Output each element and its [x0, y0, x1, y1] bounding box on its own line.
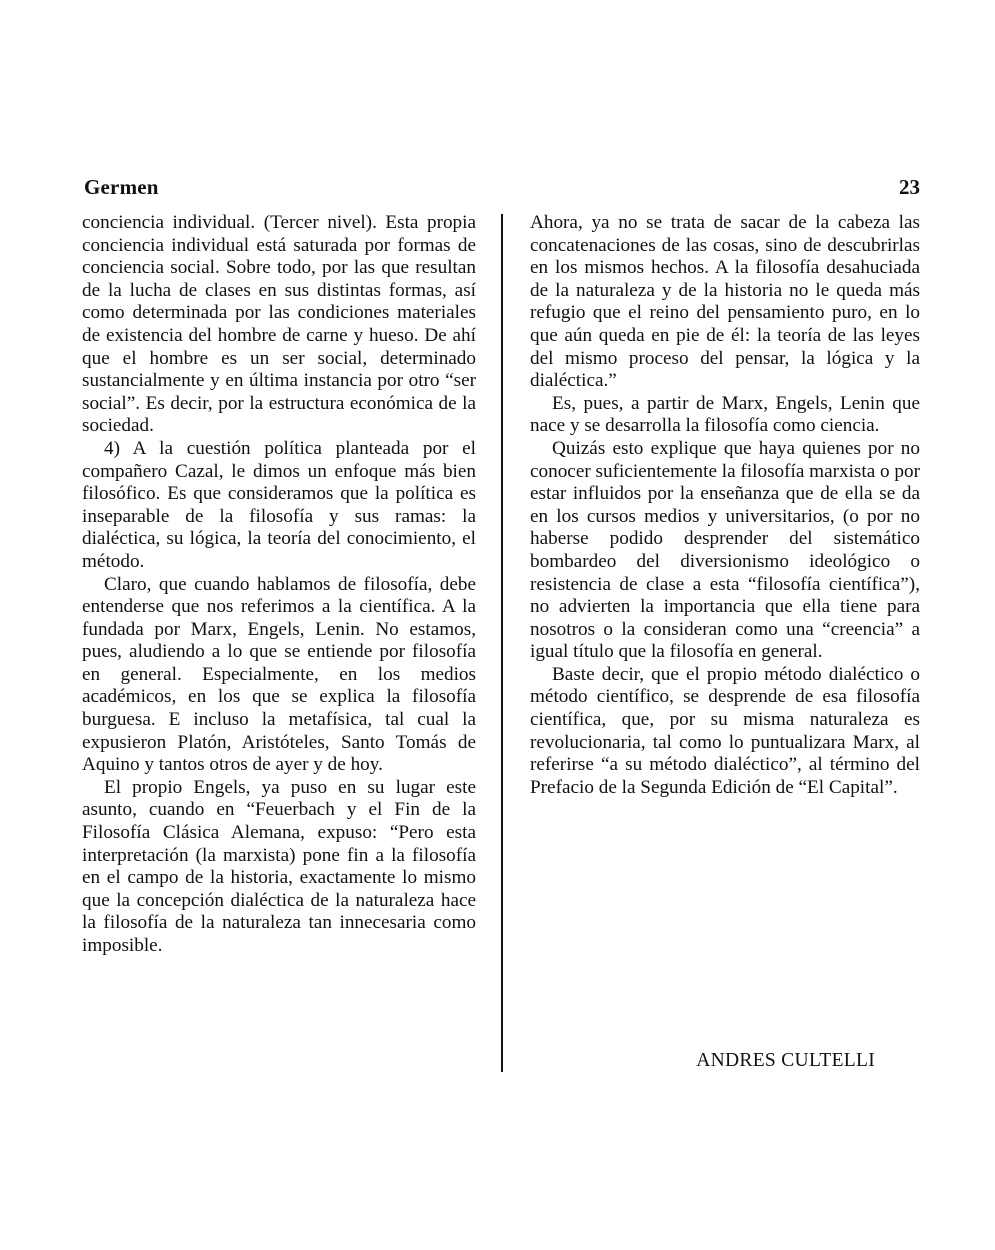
- page-number: 23: [899, 175, 920, 199]
- paragraph: conciencia individual. (Tercer nivel). Esta propia conciencia individual está saturada por formas de conciencia social. Sobre todo, por las que resultan de la lucha de clases en sus distintas formas, así como determinada por las condiciones materiales de existencia del hombre de carne y hueso. De ahí que el hombre es un ser social, determinado sustancialmente y en última instancia por otro “ser social”. Es decir, por la estructura económica de la sociedad.: [82, 212, 476, 437]
- paragraph: Es, pues, a partir de Marx, Engels, Lenin que nace y se desarrolla la filosofía como ciencia.: [530, 392, 920, 437]
- paragraph: Baste decir, que el propio método dialéctico o método científico, se desprende de esa filosofía científica, que, por su misma naturaleza es revolucionaria, tal como lo puntualizara Marx, al referirse “a su método dialéctico”, al término del Prefacio de la Segunda Edición de “El Capital”.: [530, 663, 920, 798]
- paragraph: Quizás esto explique que haya quienes por no conocer suficientemente la filosofía marxista o por estar influidos por la enseñanza que de ella se da en los cursos medios y universitarios, (o por no haberse podido desprender del sistemático bombardeo del diversionismo ideológico o resistencia de clase a esta “filosofía científica”), no advierten la importancia que ella tiene para nosotros o la consideran como una “creencia” a igual título que la filosofía en general.: [530, 437, 920, 663]
- left-column: [82, 212, 476, 958]
- paragraph: El propio Engels, ya puso en su lugar este asunto, cuando en “Feuerbach y el Fin de la Filosofía Clásica Alemana, expuso: “Pero esta interpretación (la marxista) pone fin a la filosofía en el campo de la historia, exactamente lo mismo que la concepción dialéctica de la naturaleza hace la filosofía de la naturaleza tan innecesaria como imposible.: [82, 776, 476, 956]
- right-column: [530, 212, 920, 799]
- running-title: Germen: [84, 175, 159, 199]
- paragraph: Ahora, ya no se trata de sacar de la cabeza las concatenaciones de las cosas, sino de descubrirlas en los mismos hechos. A la filosofía desahuciada de la naturaleza y de la historia no le queda más refugio que el reino del pensamiento puro, en lo que aún queda en pie de él: la teoría de las leyes del mismo proceso del pensar, la lógica y la dialéctica.”: [530, 212, 920, 392]
- author-signature: ANDRES CULTELLI: [696, 1050, 875, 1071]
- paragraph: 4) A la cuestión política planteada por el compañero Cazal, le dimos un enfoque más bien filosófico. Es que consideramos que la política es inseparable de la filosofía y sus ramas: la dialéctica, su lógica, la teoría del conocimiento, el método.: [82, 437, 476, 572]
- column-divider: [501, 214, 503, 1072]
- paragraph: Claro, que cuando hablamos de filosofía, debe entenderse que nos referimos a la científica. A la fundada por Marx, Engels, Lenin. No estamos, pues, aludiendo a lo que se entiende por filosofía en general. Especialmente, en los medios académicos, en los que se explica la filosofía burguesa. E incluso la metafísica, tal cual la expusieron Platón, Aristóteles, Santo Tomás de Aquino y tantos otros de ayer y de hoy.: [82, 573, 476, 776]
